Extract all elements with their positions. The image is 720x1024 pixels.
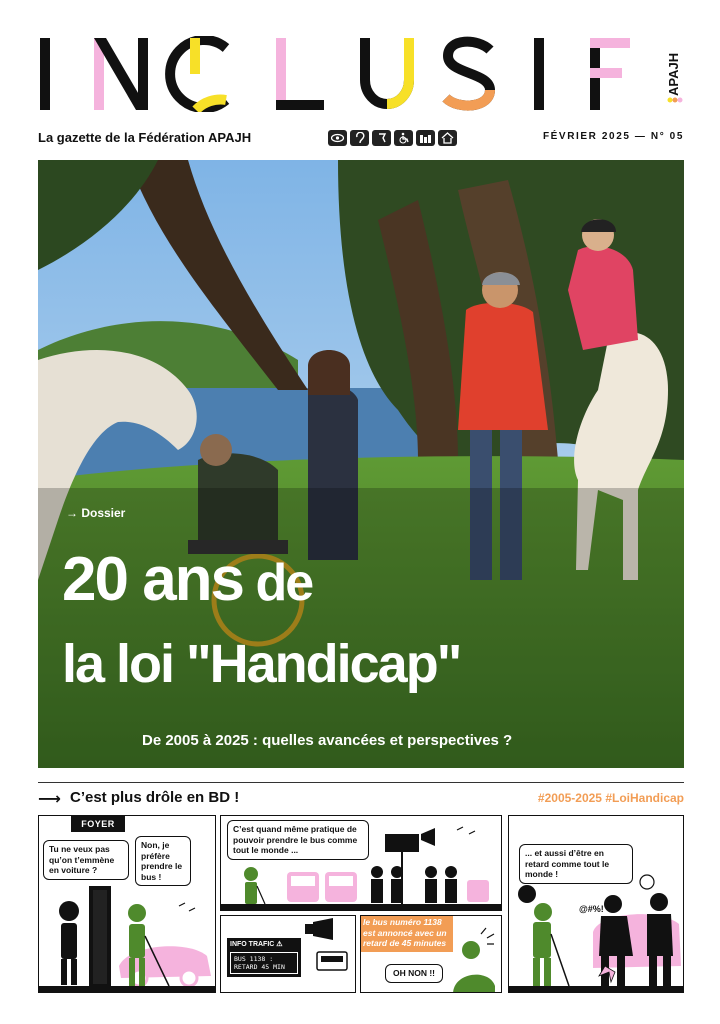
autism-icon — [438, 130, 457, 146]
apajh-logo-text: APAJH — [666, 52, 681, 96]
tagline: La gazette de la Fédération APAJH — [38, 130, 252, 145]
comic-panel-4 — [360, 915, 502, 993]
subhead-bar — [38, 130, 684, 150]
comic-panel-5 — [508, 815, 684, 993]
grawlix: @#%! — [579, 904, 604, 914]
info-trafic-display — [227, 938, 301, 977]
speech-bubble-late: ... et aussi d’être en retard comme tout le monde ! — [519, 844, 633, 884]
cover-deck: De 2005 à 2025 : quelles avancées et perspectives ? — [142, 732, 513, 749]
apajh-logo — [664, 36, 688, 112]
bd-section-header — [38, 788, 684, 808]
speech-bubble-bus: C’est quand même pratique de pouvoir prendre le bus comme tout le monde ... — [227, 820, 369, 860]
masthead-letter-c — [170, 38, 226, 110]
comic-panel-3 — [220, 915, 356, 993]
oh-non-bubble: OH NON !! — [385, 964, 443, 983]
screen-line-2: RETARD 45 MIN — [234, 963, 285, 971]
comic-panel-1 — [38, 815, 216, 993]
mental-icon — [372, 130, 391, 146]
bus-announcement: le bus numéro 1138 est annoncé avec un retard de 45 minutes — [360, 915, 453, 952]
masthead-letter-f — [590, 38, 630, 110]
masthead-letter-l — [276, 38, 324, 110]
headline-mid: de — [243, 554, 313, 612]
masthead-title — [38, 36, 688, 112]
masthead-letter-i2 — [534, 38, 544, 110]
arrow-right-icon: ⟶ — [38, 789, 61, 808]
masthead-letter-s — [446, 42, 490, 106]
wheelchair-icon — [394, 130, 413, 146]
issue-date: FÉVRIER 2025 — N° 05 — [542, 131, 684, 142]
headline-line2: la loi "Handicap" — [62, 634, 461, 694]
comic-panel-2 — [220, 815, 502, 911]
masthead-letter-u — [360, 38, 414, 104]
speech-bubble-right: Non, je préfère prendre le bus ! — [135, 836, 191, 886]
masthead-letter-i — [40, 38, 50, 110]
accessibility-icons — [328, 130, 457, 146]
speech-bubble-left: Tu ne veux pas qu’on t’emmène en voiture ? — [43, 840, 129, 880]
hearing-icon — [350, 130, 369, 146]
dossier-kicker[interactable]: → Dossier — [66, 506, 126, 520]
bd-section-title: C’est plus drôle en BD ! — [70, 789, 240, 806]
visual-icon — [328, 130, 347, 146]
screen-line-1: BUS 1138 : — [234, 955, 274, 963]
section-divider — [38, 782, 684, 783]
family-icon — [416, 130, 435, 146]
foyer-sign: FOYER — [71, 816, 125, 832]
cover-photo — [38, 160, 684, 768]
cover-headline — [62, 546, 460, 698]
masthead-letter-n — [94, 38, 148, 110]
bd-hashtags[interactable]: #2005-2025 #LoiHandicap — [537, 791, 684, 805]
info-trafic-screen — [230, 952, 298, 974]
headline-big: 20 ans — [62, 545, 244, 614]
info-trafic-title: INFO TRAFIC ⚠ — [230, 941, 283, 948]
